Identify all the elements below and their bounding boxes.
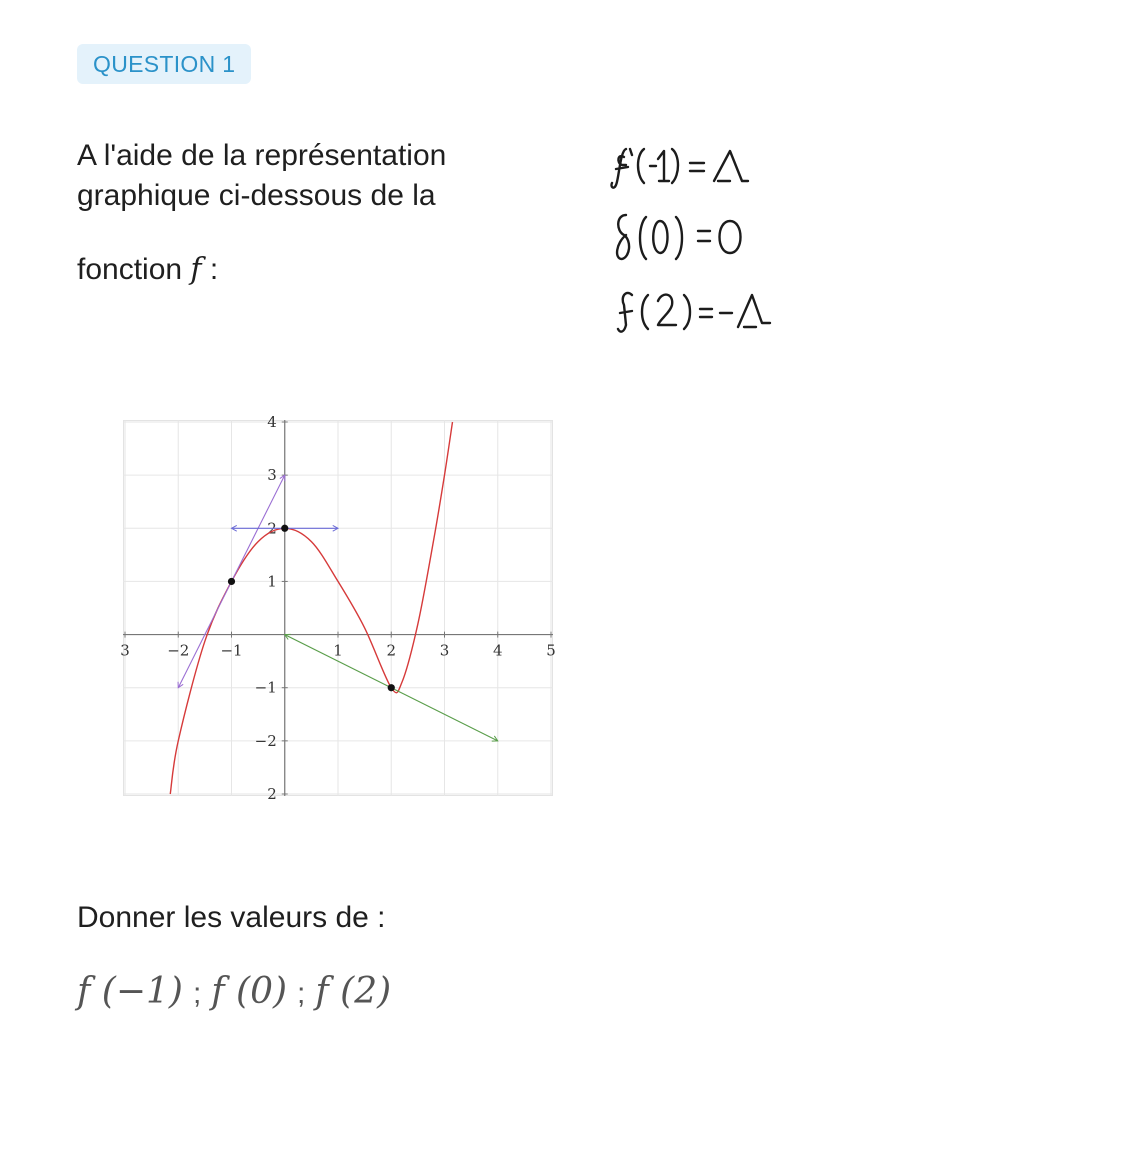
x-tick-label: 3 xyxy=(120,641,130,660)
y-tick-label: 4 xyxy=(267,413,277,431)
y-tick-label: −2 xyxy=(254,731,277,750)
handwritten-note-1 xyxy=(611,149,748,188)
intro-function-line xyxy=(77,250,218,290)
function-graph xyxy=(120,413,556,803)
expression-f-2: f (2) xyxy=(315,971,392,1012)
y-tick-label: 2 xyxy=(267,519,277,538)
x-tick-label: 4 xyxy=(492,641,503,660)
function-symbol: f xyxy=(190,252,202,287)
y-tick-label: 2 xyxy=(267,785,277,803)
question-intro xyxy=(77,136,547,287)
question-badge: QUESTION 1 xyxy=(77,44,251,84)
marked-point xyxy=(281,525,288,532)
expression-f-minus-1: f (−1) xyxy=(77,971,183,1012)
x-tick-label: 2 xyxy=(386,641,397,660)
expressions xyxy=(77,970,391,1016)
handwritten-note-2 xyxy=(617,215,740,259)
marked-point xyxy=(228,578,235,585)
x-tick-label: 1 xyxy=(333,641,343,660)
graph-svg xyxy=(120,413,556,803)
intro-text: A l'aide de la représentation graphique ci-dessous de la xyxy=(77,139,447,212)
marked-point xyxy=(388,684,395,691)
separator: ; xyxy=(297,977,306,1010)
x-tick-label: 3 xyxy=(439,641,450,660)
expression-f-0: f (0) xyxy=(211,971,288,1012)
fonction-word: fonction xyxy=(77,253,183,286)
handwritten-notes xyxy=(606,135,806,345)
x-tick-label: −1 xyxy=(220,641,243,660)
handwritten-note-3 xyxy=(618,293,770,332)
y-tick-label: 1 xyxy=(267,572,277,591)
x-tick-label: −2 xyxy=(167,641,190,660)
y-tick-label: −1 xyxy=(254,678,277,697)
separator: ; xyxy=(192,977,202,1010)
y-tick-label: 3 xyxy=(267,466,277,485)
prompt-text: Donner les valeurs de : xyxy=(77,901,386,934)
colon: : xyxy=(209,253,219,286)
x-tick-label: 5 xyxy=(546,641,556,660)
